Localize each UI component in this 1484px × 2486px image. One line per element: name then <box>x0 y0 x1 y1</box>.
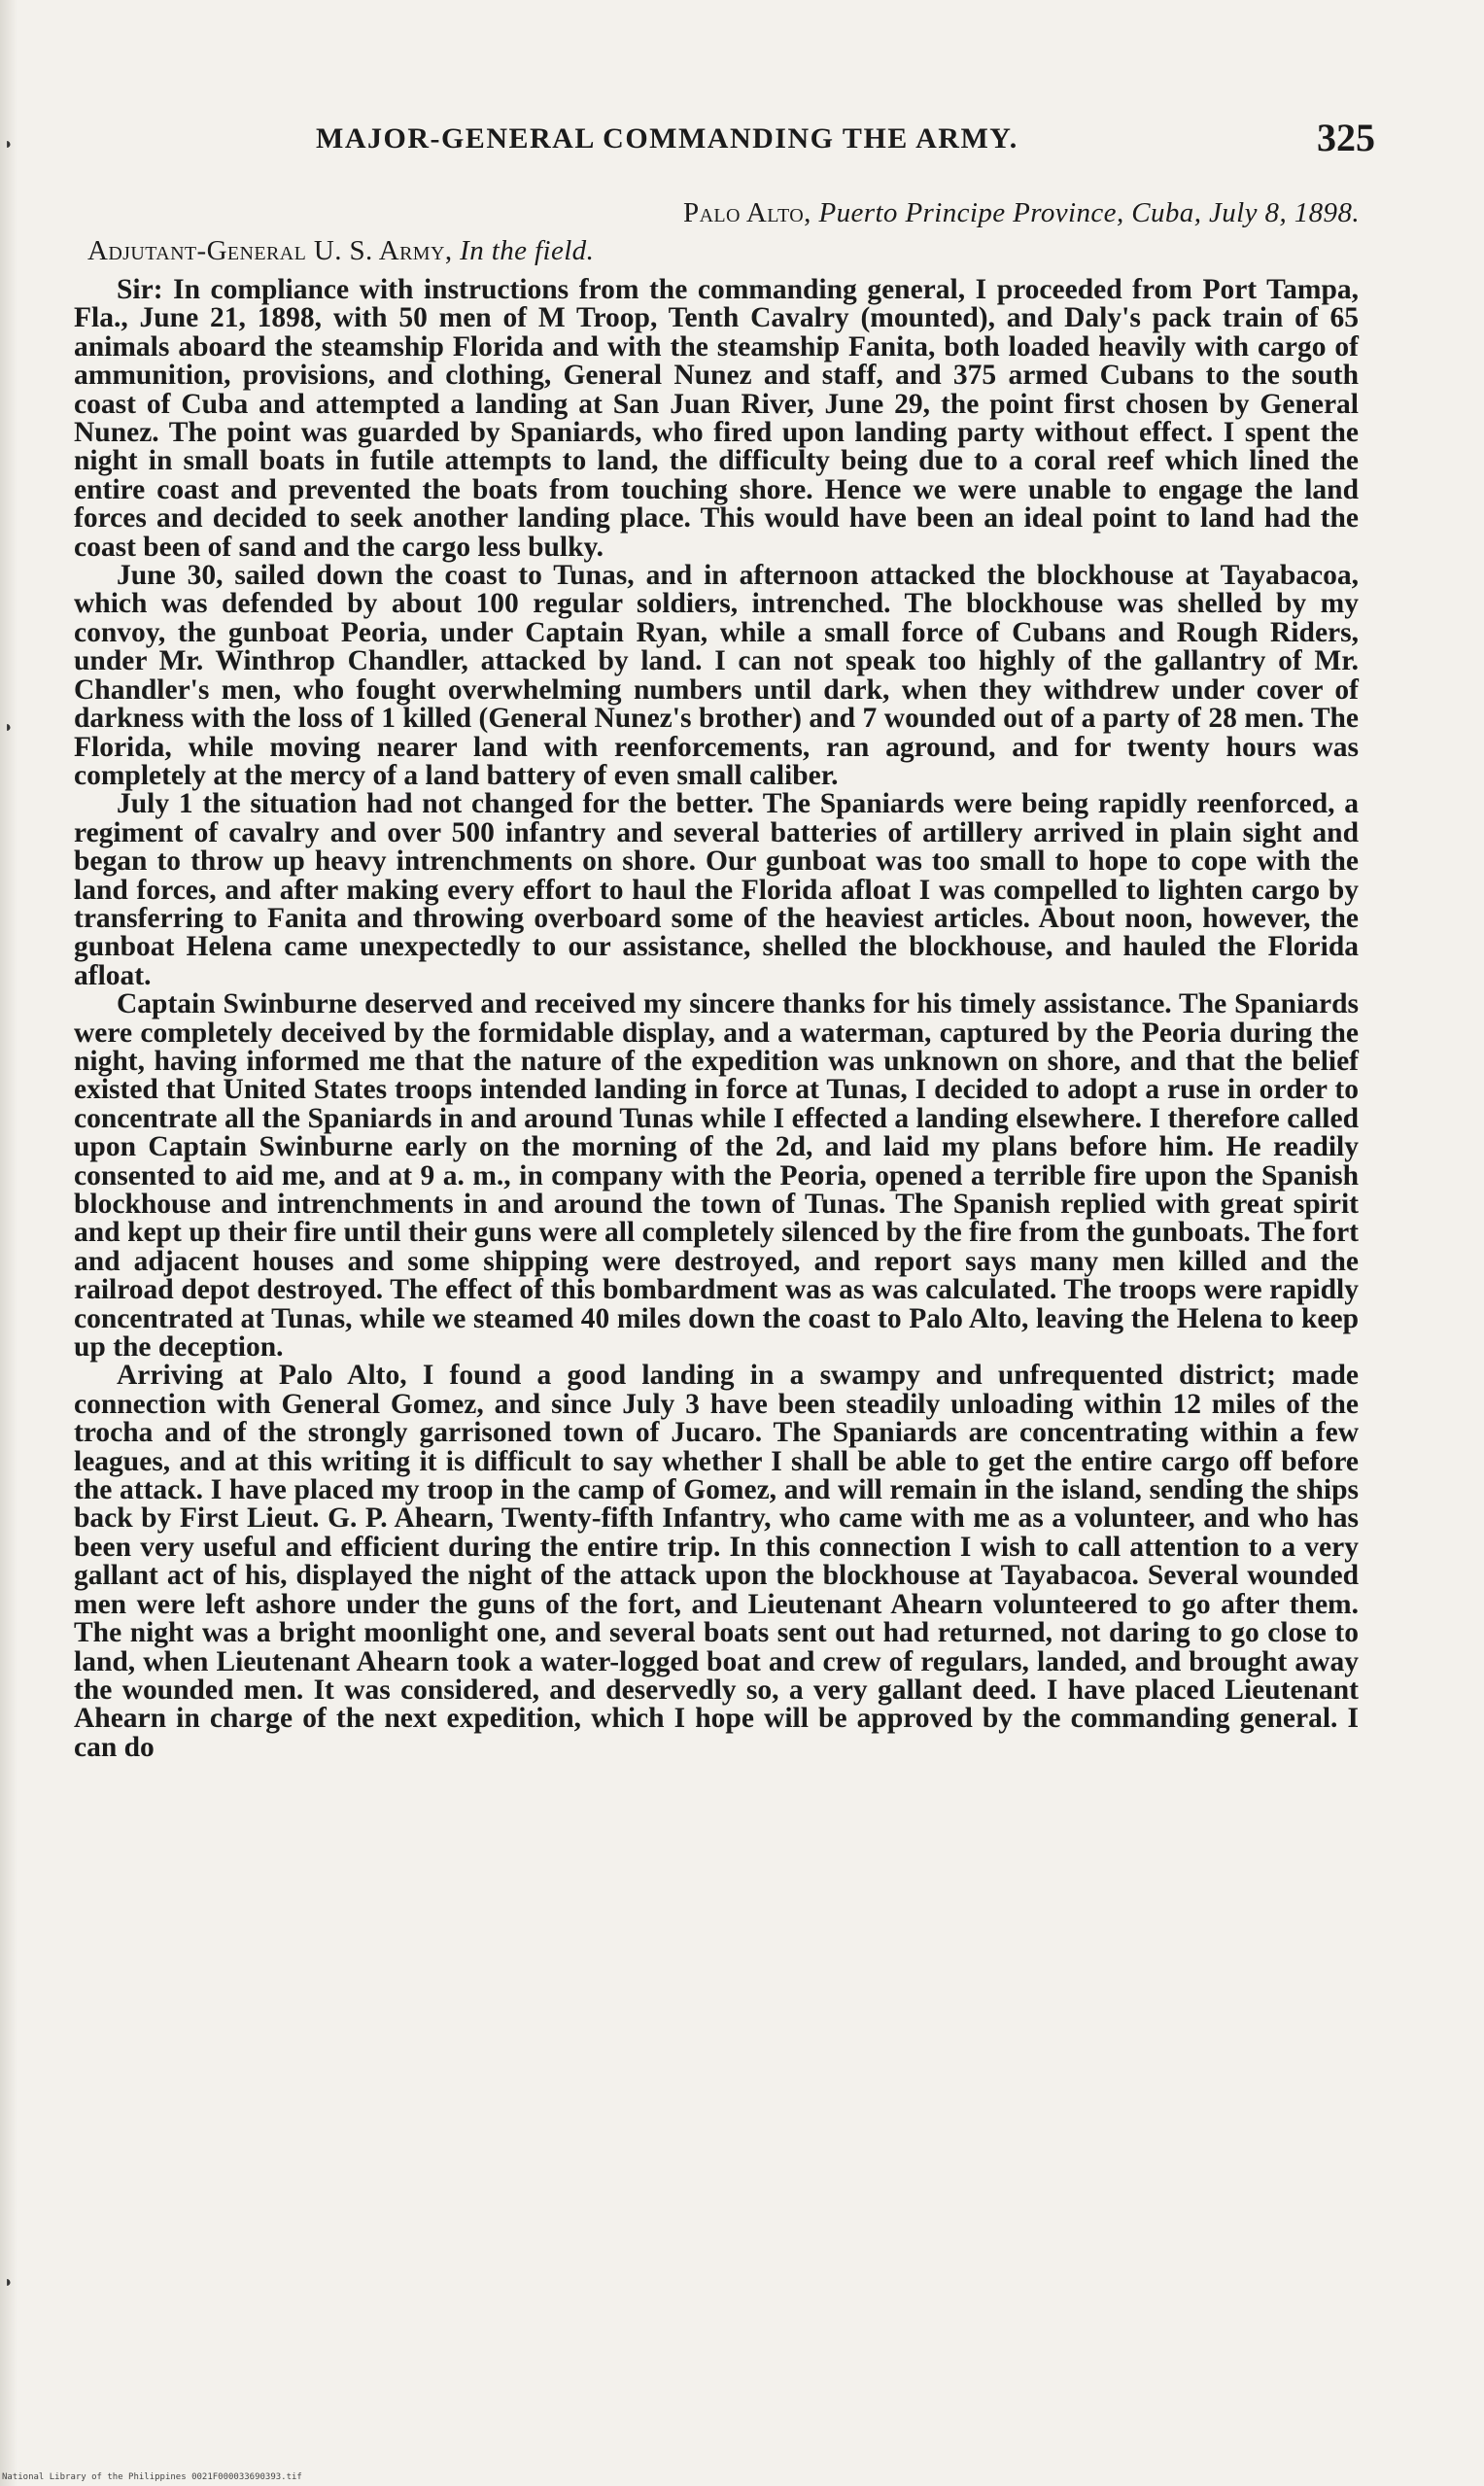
page-number: 325 <box>1317 116 1375 159</box>
running-head: MAJOR-GENERAL COMMANDING THE ARMY. <box>316 122 1018 155</box>
binding-mark: ◗ <box>4 719 14 736</box>
dateline-place: Palo Alto, <box>683 197 811 228</box>
binding-mark: ◗ <box>4 2274 14 2291</box>
address-title: Adjutant-General U. S. Army, <box>87 235 453 266</box>
paragraph-5: Arriving at Palo Alto, I found a good landing in a swampy and unfrequented district; made connection with General Gomez, and since July 3 have been steadily unloading within 12 miles of the trocha and of the strongly garrisoned town of Jucaro. The Spaniards are concentrating within a few leagues, and at this writing it is difficult to say whether I shall be able to get the entire cargo off before the attack. I have placed my troop in the camp of Gomez, and will remain in the island, sending the ships back by First Lieut. G. P. Ahearn, Twenty-fifth Infantry, who came with me as a volunteer, and who has been very useful and efficient during the entire trip. In this connection I wish to call attention to a very gallant act of his, displayed the night of the attack upon the blockhouse at Tayabacoa. Several wounded men were left ashore under the guns of the fort, and Lieutenant Ahearn volunteered to go after them. The night was a bright moonlight one, and several boats sent out had returned, not daring to go close to land, when Lieutenant Ahearn took a water-logged boat and crew of regulars, landed, and brought away the wounded men. It was considered, and deservedly so, a very gallant deed. I have placed Lieutenant Ahearn in charge of the next expedition, which I hope will be approved by the commanding general. I can do <box>74 1360 1359 1763</box>
paragraph-3: July 1 the situation had not changed for the better. The Spaniards were being rapidly reenforced, a regiment of cavalry and over 500 infantry and several batteries of artillery arrived in plain sight and began to throw up heavy intrenchments on shore. Our gunboat was too small to hope to cope with the land forces, and after making every effort to haul the Florida afloat I was compelled to lighten cargo by transferring to Fanita and throwing overboard some of the heaviest articles. About noon, however, the gunboat Helena came unexpectedly to our assistance, shelled the blockhouse, and hauled the Florida afloat. <box>74 788 1359 991</box>
page-edge-shadow <box>0 0 17 2486</box>
letter-dateline <box>683 197 1360 229</box>
binding-mark: ◗ <box>4 136 14 153</box>
paragraph-2: June 30, sailed down the coast to Tunas, and in afternoon attacked the blockhouse at Tayabacoa, which was defended by about 100 regular soldiers, intrenched. The blockhouse was shelled by my convoy, the gunboat Peoria, under Captain Ryan, while a small force of Cubans and Rough Riders, under Mr. Winthrop Chandler, attacked by land. I can not speak too highly of the gallantry of Mr. Chandler's men, who fought overwhelming numbers until dark, when they withdrew under cover of darkness with the loss of 1 killed (General Nunez's brother) and 7 wounded out of a party of 28 men. The Florida, while moving nearer land with reenforcements, ran aground, and for twenty hours was completely at the mercy of a land battery of even small caliber. <box>74 560 1359 791</box>
paragraph-4: Captain Swinburne deserved and received my sincere thanks for his timely assistance. The Spaniards were completely deceived by the formidable display, and a waterman, captured by the Peoria during the night, having informed me that the nature of the expedition was unknown on shore, and that the belief existed that United States troops intended landing in force at Tunas, I decided to adopt a ruse in order to concentrate all the Spaniards in and around Tunas while I effected a landing elsewhere. I therefore called upon Captain Swinburne early on the morning of the 2d, and laid my plans before him. He readily consented to aid me, and at 9 a. m., in company with the Peoria, opened a terrible fire upon the Spanish blockhouse and intrenchments in and around the town of Tunas. The Spanish replied with great spirit and kept up their fire until their guns were all completely silenced by the fire from the gunboats. The fort and adjacent houses and some shipping were destroyed, and report says many men killed and the railroad depot destroyed. The effect of this bombardment was as was calculated. The troops were rapidly concentrated at Tunas, while we steamed 40 miles down the coast to Palo Alto, leaving the Helena to keep up the deception. <box>74 988 1359 1364</box>
dateline-rest: Puerto Principe Province, Cuba, July 8, 1898. <box>818 197 1360 228</box>
page-header <box>316 115 1375 173</box>
letter-body <box>74 276 1359 1762</box>
address-location: In the field. <box>460 235 595 266</box>
scan-credit: National Library of the Philippines 0021F000033690393.tif <box>2 2472 302 2482</box>
paragraph-1: Sir: In compliance with instructions from the commanding general, I proceeded from Port Tampa, Fla., June 21, 1898, with 50 men of M Troop, Tenth Cavalry (mounted), and Daly's pack train of 65 animals aboard the steamship Florida and with the steamship Fanita, both loaded heavily with cargo of ammunition, provisions, and clothing, General Nunez and staff, and 375 armed Cubans to the south coast of Cuba and attempted a landing at San Juan River, June 29, the point first chosen by General Nunez. The point was guarded by Spaniards, who fired upon landing party without effect. I spent the night in small boats in futile attempts to land, the difficulty being due to a coral reef which lined the entire coast and prevented the boats from touching shore. Hence we were unable to engage the land forces and decided to seek another landing place. This would have been an ideal point to land had the coast been of sand and the cargo less bulky. <box>74 274 1359 563</box>
letter-address <box>87 235 594 267</box>
